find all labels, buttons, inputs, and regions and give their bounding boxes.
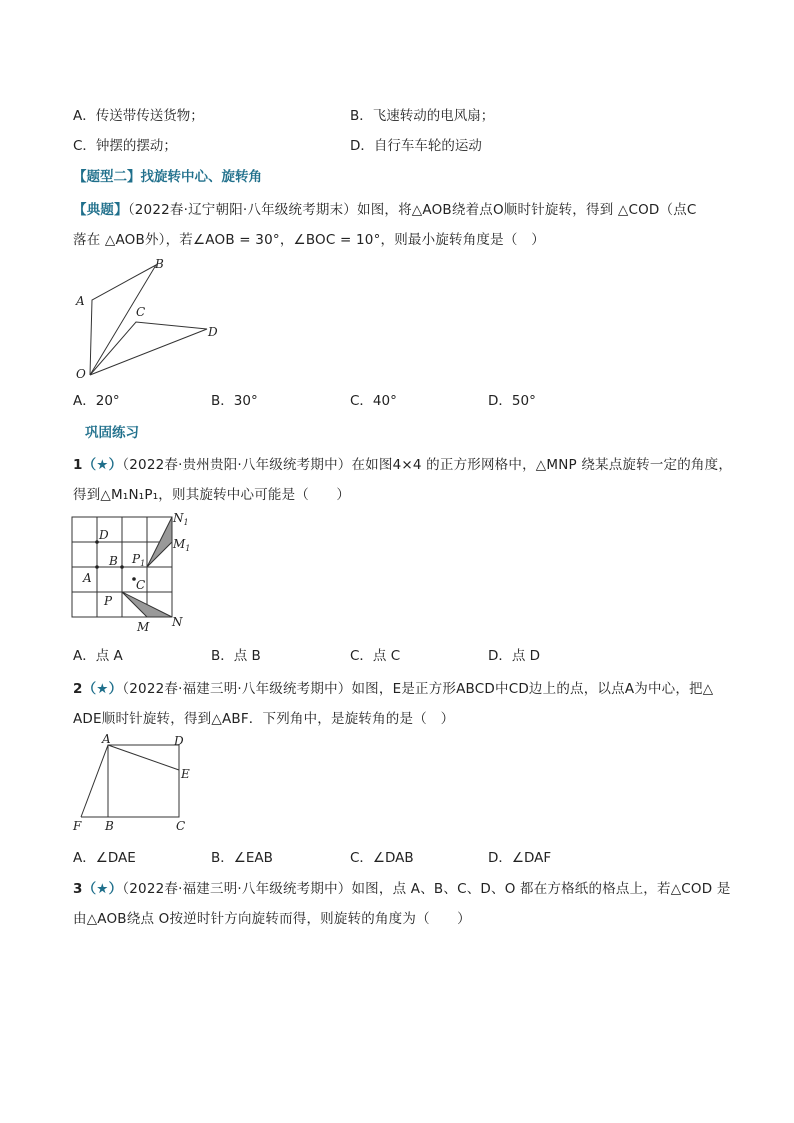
q1-option-c: C．点 C <box>350 648 401 664</box>
grid-label-n: N <box>172 615 183 629</box>
q3-text-1: （2022春·福建三明·八年级统考期中）如图，点 A、B、C、D、O 都在方格纸的格点上，若△COD 是 <box>122 881 731 897</box>
q3-line-1 <box>73 877 731 897</box>
q2-option-c: C．∠DAB <box>350 850 414 866</box>
q1-line-1 <box>73 453 732 473</box>
q3-star: （★） <box>82 881 123 897</box>
prev-option-c: C．钟摆的摆动； <box>73 138 177 154</box>
prev-option-d: D．自行车车轮的运动 <box>350 138 482 154</box>
example-option-b: B．30° <box>211 393 258 409</box>
sq-label-a: A <box>102 732 111 746</box>
example-line-2: 落在 △AOB外），若∠AOB = 30°，∠BOC = 10°，则最小旋转角度是（ ） <box>73 232 545 248</box>
segment-ae <box>108 745 179 770</box>
grid-label-m: M <box>137 620 150 634</box>
q1-number: 1 <box>73 457 83 473</box>
prev-option-a: A．传送带传送货物； <box>73 108 204 124</box>
label-b: B <box>155 257 164 271</box>
triangle-cod <box>90 322 207 375</box>
label-c: C <box>136 305 146 319</box>
grid-label-c: C <box>136 578 146 592</box>
grid-label-m1: $M_1$ <box>173 537 191 553</box>
q2-option-b: B．∠EAB <box>211 850 273 866</box>
q1-option-b: B．点 B <box>211 648 261 664</box>
sq-label-e: E <box>181 767 190 781</box>
example-line-1 <box>73 198 697 218</box>
sq-label-c: C <box>176 819 186 833</box>
q2-star: （★） <box>82 681 123 697</box>
section-heading: 【题型二】找旋转中心、旋转角 <box>73 169 262 185</box>
q2-text-1: （2022春·福建三明·八年级统考期中）如图，E是正方形ABCD中CD边上的点，以点A为中心，把△ <box>122 681 714 697</box>
q2-option-d: D．∠DAF <box>488 850 552 866</box>
q1-grid-figure <box>65 510 200 635</box>
q2-square-figure <box>65 732 205 836</box>
q1-option-d: D．点 D <box>488 648 541 664</box>
q1-text-1: （2022春·贵州贵阳·八年级统考期中）在如图4×4 的正方形网格中，△MNP 绕某点旋转一定的角度， <box>122 457 733 473</box>
label-d: D <box>208 325 218 339</box>
q2-option-a: A．∠DAE <box>73 850 136 866</box>
q3-number: 3 <box>73 881 83 897</box>
grid-label-p1: $P_1$ <box>132 552 146 568</box>
example-figure <box>70 255 230 383</box>
grid-label-p: P <box>104 594 113 608</box>
example-option-a: A．20° <box>73 393 120 409</box>
grid-label-b: B <box>109 554 118 568</box>
square-abcd <box>108 745 179 817</box>
q1-line-2: 得到△M₁N₁P₁，则其旋转中心可能是（ ） <box>73 487 351 503</box>
example-option-c: C．40° <box>350 393 397 409</box>
example-option-d: D．50° <box>488 393 536 409</box>
practice-heading: 巩固练习 <box>85 425 139 441</box>
point-a <box>95 565 99 569</box>
q1-option-a: A．点 A <box>73 648 123 664</box>
grid-label-a: A <box>83 571 92 585</box>
segment-af <box>81 745 108 817</box>
sq-label-f: F <box>73 819 82 833</box>
sq-label-d: D <box>174 734 184 748</box>
point-b <box>120 565 124 569</box>
sq-label-b: B <box>105 819 114 833</box>
label-a: A <box>76 294 85 308</box>
label-o: O <box>76 367 86 381</box>
triangle-aob <box>90 265 156 375</box>
grid-label-n1: $N_1$ <box>173 511 189 527</box>
example-text-1: （2022春·辽宁朝阳·八年级统考期末）如图，将△AOB绕着点O顺时针旋转，得到 △COD（点C <box>127 202 697 218</box>
q3-line-2: 由△AOB绕点 O按逆时针方向旋转而得，则旋转的角度为（ ） <box>73 911 471 927</box>
prev-option-b: B．飞速转动的电风扇； <box>350 108 495 124</box>
grid-label-d: D <box>99 528 109 542</box>
q2-line-1 <box>73 677 713 697</box>
example-tag: 【典题】 <box>73 202 128 218</box>
q2-number: 2 <box>73 681 83 697</box>
q1-star: （★） <box>82 457 123 473</box>
q2-line-2: ADE顺时针旋转，得到△ABF．下列角中，是旋转角的是（ ） <box>73 711 455 727</box>
